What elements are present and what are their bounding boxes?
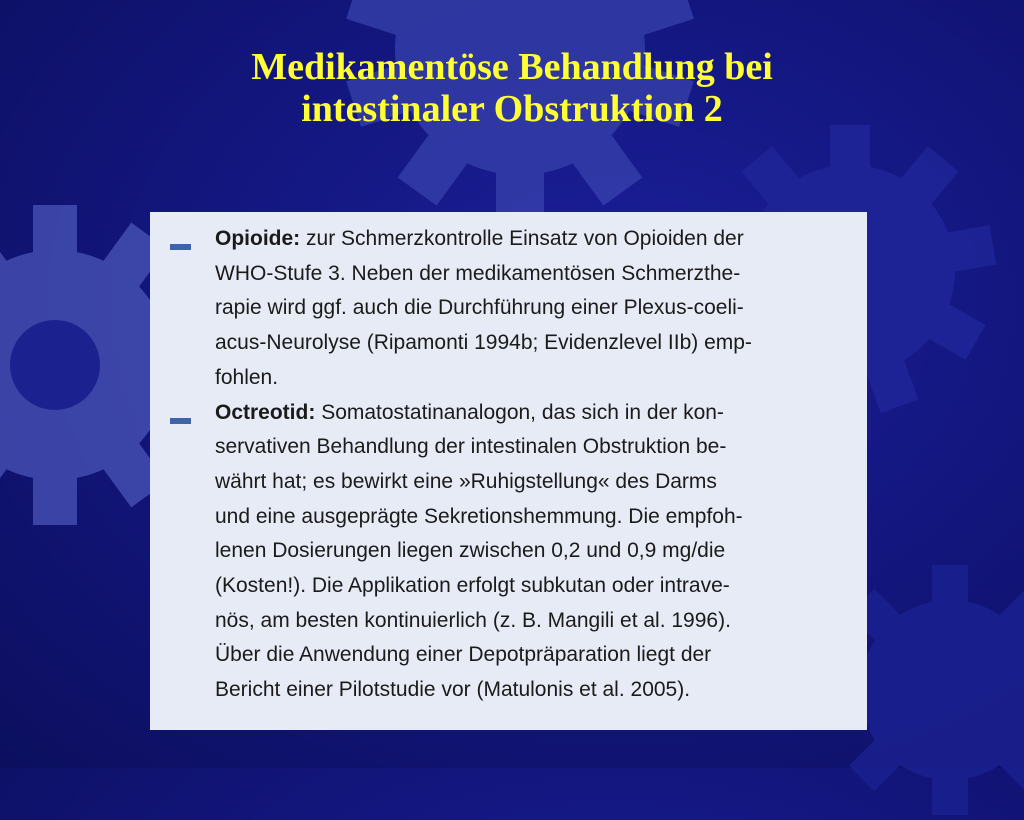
bullet-line [215,396,853,431]
slide-title-line-2: intestinaler Obstruktion 2 [301,88,723,130]
bullet-line: lenen Dosierungen liegen zwischen 0,2 und 0,9 mg/die [215,539,726,563]
bullet-item-opioide [168,222,853,396]
content-box [150,212,867,730]
bullet-line: rapie wird ggf. auch die Durchführung einer Plexus-coeli- [215,296,744,320]
bullet-line: servativen Behandlung der intestinalen Obstruktion be- [215,435,727,459]
bullet-line: (Kosten!). Die Applikation erfolgt subkutan oder intrave- [215,574,730,598]
slide-title [0,46,1024,130]
bullet-line: Bericht einer Pilotstudie vor (Matulonis et al. 2005). [215,678,691,702]
bullet-dash-icon [170,244,191,250]
bullet-line: fohlen. [215,365,279,389]
bullet-line: acus-Neurolyse (Ripamonti 1994b; Evidenzlevel IIb) emp- [215,331,752,355]
bullet-line: währt hat; es bewirkt eine »Ruhigstellung« des Darms [215,469,717,493]
bullet-text: zur Schmerzkontrolle Einsatz von Opioiden der [306,227,744,250]
bullet-keyword: Opioide: [215,227,301,250]
bullet-dash-icon [170,418,191,424]
bullet-line [215,222,853,257]
slide-title-line-1: Medikamentöse Behandlung bei [251,46,773,88]
bullet-line: Über die Anwendung einer Depotpräparation liegt der [215,643,712,667]
bullet-line: nös, am besten kontinuierlich (z. B. Mangili et al. 1996). [215,608,731,632]
bullet-keyword: Octreotid: [215,400,316,424]
bullet-line: WHO-Stufe 3. Neben der medikamentösen Schmerzthe- [215,261,741,285]
bullet-text: Somatostatinanalogon, das sich in der kon- [321,400,724,424]
bullet-item-octreotid [168,396,853,708]
bullet-line: und eine ausgeprägte Sekretionshemmung. Die empfoh- [215,504,743,528]
